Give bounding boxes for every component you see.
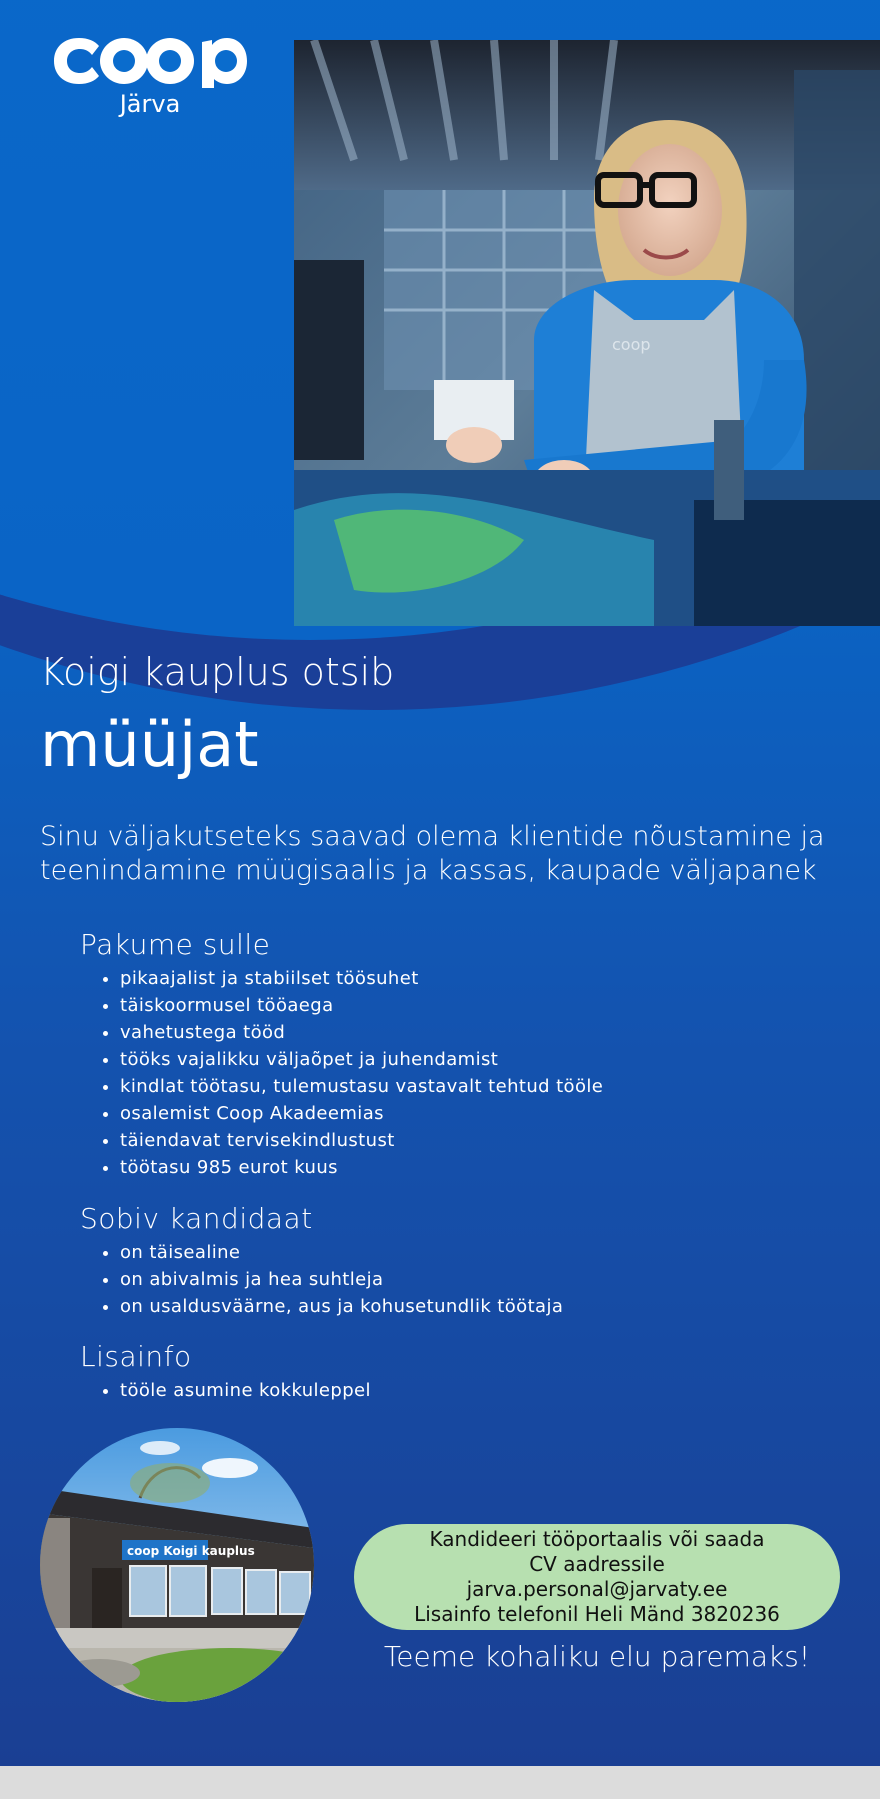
list-item: • pikaajalist ja stabiilset töösuhet — [120, 965, 603, 992]
headline-job-title: müüjat — [40, 708, 259, 781]
list-item: • tööks vajalikku väljaõpet ja juhendamist — [120, 1046, 603, 1073]
list-item: • on usaldusväärne, aus ja kohusetundlik töötaja — [120, 1293, 563, 1320]
apply-phone: Lisainfo telefonil Heli Mänd 3820236 — [414, 1602, 780, 1626]
info-section — [80, 1340, 371, 1404]
logo-region: Järva — [119, 90, 181, 118]
headline-line1: Koigi kauplus otsib — [40, 650, 395, 694]
photo-cashier-icon — [294, 40, 880, 626]
offer-section — [80, 928, 603, 1181]
store-sign: coop Koigi kauplus — [127, 1544, 255, 1558]
list-item: • on abivalmis ja hea suhtleja — [120, 1266, 563, 1293]
apply-email[interactable]: jarva.personal@jarvaty.ee — [466, 1577, 728, 1601]
candidate-section — [80, 1202, 563, 1320]
slogan: Teeme kohaliku elu paremaks! — [383, 1640, 811, 1673]
coop-logo — [50, 34, 250, 118]
list-item: • täiendavat tervisekindlustust — [120, 1127, 603, 1154]
svg-text:coop: coop — [612, 335, 651, 354]
list-item: • tööle asumine kokkuleppel — [120, 1377, 371, 1404]
list-item: • vahetustega tööd — [120, 1019, 603, 1046]
store-building-icon — [40, 1428, 314, 1702]
list-item: • osalemist Coop Akadeemias — [120, 1100, 603, 1127]
candidate-title: Sobiv kandidaat — [80, 1202, 313, 1235]
list-item: • täiskoormusel tööaega — [120, 992, 603, 1019]
apply-line: CV aadressile — [529, 1552, 665, 1576]
info-title: Lisainfo — [80, 1340, 192, 1373]
store-photo — [40, 1428, 314, 1702]
info-list — [80, 1377, 371, 1404]
intro-text: Sinu väljakutseteks saavad olema klientide nõustamine ja teenindamine müügisaalis ja kassas, kaupade väljapanek — [40, 821, 825, 886]
list-item: • kindlat töötasu, tulemustasu vastavalt tehtud tööle — [120, 1073, 603, 1100]
apply-box — [354, 1524, 840, 1630]
cashier-photo — [294, 40, 880, 626]
coop-wordmark-icon — [52, 34, 248, 88]
list-item: • on täisealine — [120, 1239, 563, 1266]
offer-list — [80, 965, 603, 1181]
list-item: • töötasu 985 eurot kuus — [120, 1154, 603, 1181]
offer-title: Pakume sulle — [80, 928, 271, 961]
candidate-list — [80, 1239, 563, 1320]
apply-line: Kandideeri tööportaalis või saada — [429, 1527, 765, 1551]
